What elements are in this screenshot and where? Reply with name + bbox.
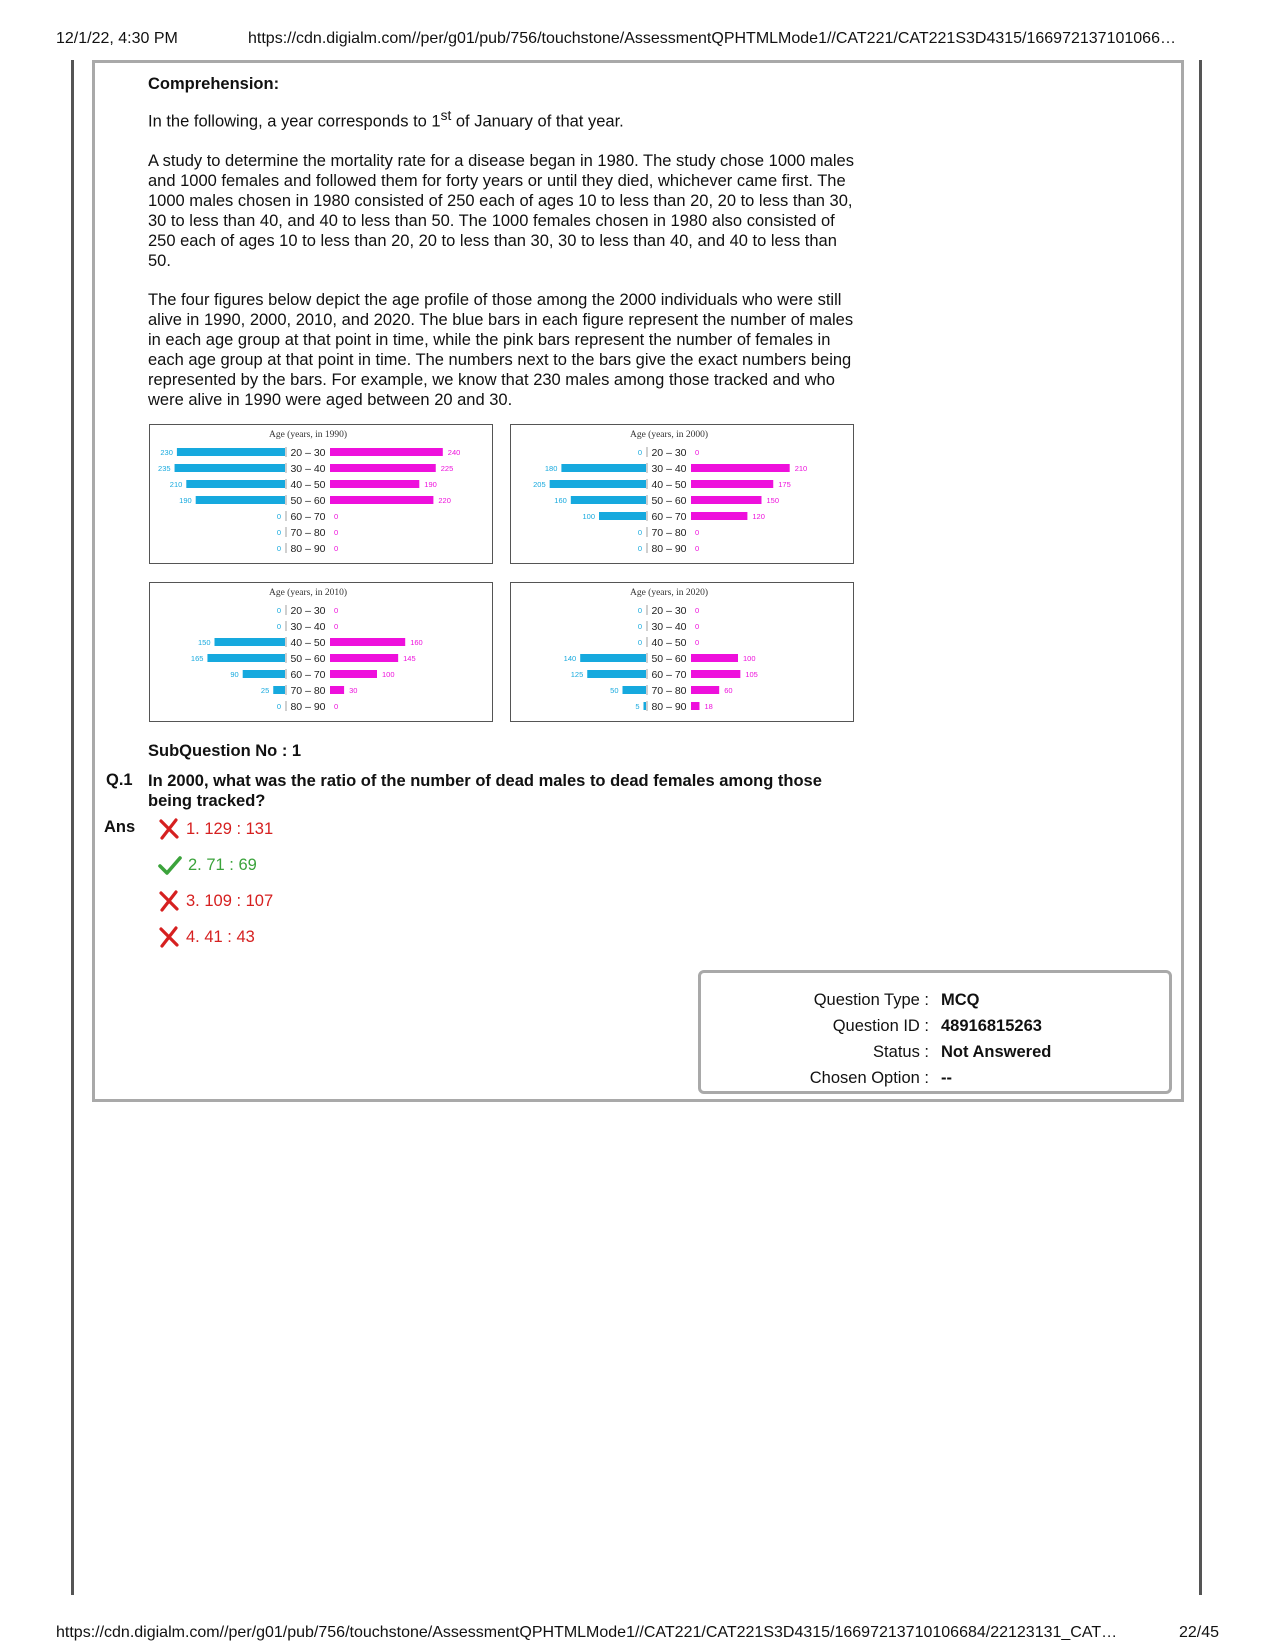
female-value-label: 225	[440, 464, 454, 473]
male-value-label: 0	[276, 702, 281, 711]
chart-2020-svg	[511, 583, 855, 723]
male-value-label: 100	[582, 512, 595, 521]
female-bar	[330, 480, 419, 488]
male-bar	[550, 480, 646, 488]
female-bar	[330, 686, 344, 694]
male-bar	[587, 670, 646, 678]
question-meta-box	[698, 970, 1172, 1094]
female-value-label: 160	[410, 638, 423, 647]
category-label: 30 – 40	[290, 463, 326, 475]
category-label: 70 – 80	[651, 685, 687, 697]
female-value-label: 145	[403, 654, 416, 663]
category-label: 20 – 30	[651, 605, 687, 617]
male-bar	[623, 686, 647, 694]
male-value-label: 230	[160, 448, 173, 457]
chart-2000	[510, 424, 854, 564]
female-value-label: 30	[349, 686, 358, 695]
category-label: 60 – 70	[651, 511, 687, 523]
male-bar	[177, 448, 285, 456]
female-value-label: 18	[704, 702, 713, 711]
category-label: 30 – 40	[290, 621, 326, 633]
male-bar	[599, 512, 646, 520]
male-value-label: 235	[158, 464, 171, 473]
category-label: 20 – 30	[290, 447, 326, 459]
male-value-label: 0	[637, 544, 642, 553]
comprehension-section	[148, 74, 860, 429]
female-bar	[330, 464, 436, 472]
chart-title: Age (years, in 2020)	[629, 588, 709, 598]
male-value-label: 50	[610, 686, 619, 695]
intro-superscript: st	[440, 108, 452, 123]
female-value-label: 0	[334, 544, 339, 553]
category-label: 50 – 60	[290, 653, 326, 665]
female-value-label: 0	[695, 606, 700, 615]
comprehension-paragraph-2: The four figures below depict the age profile of those among the 2000 individuals who were still alive in 1990, 2000, 2010, and 2020. The blue bars in each figure represent the number of males in each age group at that point in time, while the pink bars represent the number of females in each age group at that point in time. The numbers next to the bars give the exact numbers being represented by the bars. For example, we know that 230 males among those tracked and who were alive in 1990 were aged between 20 and 30.	[148, 290, 854, 409]
category-label: 30 – 40	[651, 463, 687, 475]
male-bar	[561, 464, 646, 472]
male-value-label: 25	[260, 686, 270, 695]
right-border-line	[1199, 60, 1202, 1595]
category-label: 60 – 70	[651, 669, 687, 681]
category-label: 80 – 90	[290, 701, 326, 713]
male-value-label: 0	[276, 606, 281, 615]
category-label: 70 – 80	[651, 527, 687, 539]
male-bar	[207, 654, 285, 662]
male-value-label: 0	[637, 448, 642, 457]
intro-text: In the following, a year corresponds to 1	[148, 112, 441, 131]
meta-status-value: Not Answered	[941, 1043, 1052, 1061]
female-value-label: 0	[334, 528, 339, 537]
header-url[interactable]: https://cdn.digialm.com//per/g01/pub/756/touchstone/AssessmentQPHTMLMode1//CAT221/CAT221S3D4315/166972137101066…	[248, 30, 1176, 47]
category-label: 50 – 60	[651, 653, 687, 665]
female-value-label: 0	[334, 512, 339, 521]
male-value-label: 125	[570, 670, 584, 679]
female-bar	[691, 654, 738, 662]
category-label: 80 – 90	[651, 543, 687, 555]
cross-icon	[158, 890, 180, 912]
male-value-label: 180	[544, 464, 558, 473]
cross-icon	[158, 926, 180, 948]
category-label: 70 – 80	[290, 527, 326, 539]
female-value-label: 150	[766, 496, 780, 505]
male-value-label: 165	[190, 654, 204, 663]
female-value-label: 60	[724, 686, 733, 695]
option-label: 1. 129 : 131	[186, 819, 274, 838]
chart-2010-svg	[150, 583, 494, 723]
male-bar	[571, 496, 646, 504]
female-value-label: 105	[745, 670, 758, 679]
category-label: 40 – 50	[290, 479, 326, 491]
female-bar	[330, 670, 377, 678]
category-label: 40 – 50	[651, 479, 687, 491]
male-value-label: 0	[637, 622, 642, 631]
subquestion-label: SubQuestion No : 1	[148, 742, 302, 760]
male-value-label: 150	[197, 638, 211, 647]
female-value-label: 100	[382, 670, 395, 679]
option-label: 4. 41 : 43	[186, 927, 255, 946]
chart-title: Age (years, in 1990)	[268, 430, 348, 440]
option-2[interactable]	[158, 854, 257, 876]
male-bar	[215, 638, 286, 646]
left-border-line	[71, 60, 74, 1595]
female-bar	[691, 670, 740, 678]
female-value-label: 0	[695, 638, 700, 647]
category-label: 80 – 90	[290, 543, 326, 555]
checkmark-icon	[158, 854, 182, 876]
female-value-label: 0	[695, 622, 700, 631]
meta-type-value: MCQ	[941, 991, 980, 1009]
category-label: 70 – 80	[290, 685, 326, 697]
female-bar	[330, 448, 443, 456]
female-bar	[691, 464, 790, 472]
male-value-label: 140	[563, 654, 577, 663]
female-bar	[691, 512, 747, 520]
female-value-label: 0	[334, 606, 339, 615]
male-value-label: 90	[230, 670, 239, 679]
category-label: 20 – 30	[651, 447, 687, 459]
cross-icon	[158, 818, 180, 840]
male-bar	[273, 686, 285, 694]
female-bar	[691, 686, 719, 694]
meta-chosen-value: --	[941, 1069, 952, 1087]
meta-chosen-label: Chosen Option :	[809, 1069, 929, 1087]
meta-id-value: 48916815263	[941, 1017, 1042, 1035]
male-bar	[644, 702, 647, 710]
female-value-label: 220	[438, 496, 451, 505]
male-bar	[580, 654, 646, 662]
category-label: 50 – 60	[651, 495, 687, 507]
category-label: 50 – 60	[290, 495, 326, 507]
category-label: 40 – 50	[651, 637, 687, 649]
meta-status-label: Status :	[873, 1043, 929, 1061]
female-value-label: 0	[334, 622, 339, 631]
print-datetime: 12/1/22, 4:30 PM	[56, 30, 178, 47]
category-label: 40 – 50	[290, 637, 326, 649]
female-value-label: 120	[752, 512, 765, 521]
female-value-label: 210	[794, 464, 808, 473]
category-label: 60 – 70	[290, 511, 326, 523]
category-label: 20 – 30	[290, 605, 326, 617]
comprehension-heading: Comprehension:	[148, 75, 280, 93]
chart-2000-svg	[511, 425, 855, 565]
male-value-label: 0	[637, 528, 642, 537]
female-bar	[691, 496, 762, 504]
male-value-label: 0	[637, 606, 642, 615]
option-3[interactable]	[158, 890, 273, 912]
footer-url[interactable]: https://cdn.digialm.com//per/g01/pub/756/touchstone/AssessmentQPHTMLMode1//CAT221/CAT221S3D4315/16697213710106684/22123131_CAT…	[56, 1624, 1118, 1641]
female-bar	[691, 702, 699, 710]
meta-id-label: Question ID :	[832, 1017, 929, 1035]
category-label: 60 – 70	[290, 669, 326, 681]
answer-label: Ans	[104, 818, 136, 836]
female-value-label: 0	[334, 702, 339, 711]
chart-2020	[510, 582, 854, 722]
male-bar	[243, 670, 285, 678]
female-value-label: 0	[695, 528, 700, 537]
male-value-label: 0	[637, 638, 642, 647]
chart-title: Age (years, in 2000)	[629, 430, 709, 440]
female-value-label: 100	[743, 654, 756, 663]
female-bar	[330, 638, 405, 646]
male-value-label: 205	[533, 480, 546, 489]
male-bar	[196, 496, 285, 504]
female-value-label: 0	[695, 448, 700, 457]
meta-type-label: Question Type :	[813, 991, 929, 1009]
male-value-label: 0	[276, 512, 281, 521]
option-1[interactable]	[158, 818, 273, 840]
female-bar	[330, 496, 433, 504]
male-bar	[186, 480, 285, 488]
male-value-label: 190	[179, 496, 192, 505]
option-label: 3. 109 : 107	[186, 891, 274, 910]
female-bar	[330, 654, 398, 662]
comprehension-intro	[148, 106, 860, 132]
question-text: In 2000, what was the ratio of the number of dead males to dead females among those being tracked?	[148, 772, 822, 810]
comprehension-paragraph-1: A study to determine the mortality rate for a disease began in 1980. The study chose 1000 males and 1000 females and followed them for forty years or until they died, whichever came first. The 1000 males chosen in 1980 consisted of 250 each of ages 10 to less than 20, 20 to less than 30, 30 to less than 40, and 40 to less than 50. The 1000 females chosen in 1980 also consisted of 250 each of ages 10 to less than 20, 20 to less than 30, 30 to less than 40, and 40 to less than 50.	[148, 151, 854, 270]
option-label: 2. 71 : 69	[188, 855, 257, 874]
female-bar	[691, 480, 773, 488]
male-value-label: 0	[276, 528, 281, 537]
question-number: Q.1	[106, 771, 133, 789]
male-value-label: 210	[169, 480, 183, 489]
male-value-label: 0	[276, 622, 281, 631]
male-value-label: 5	[635, 702, 640, 711]
female-value-label: 0	[695, 544, 700, 553]
male-value-label: 160	[554, 496, 567, 505]
chart-2010	[149, 582, 493, 722]
male-bar	[175, 464, 285, 472]
age-profile-charts	[149, 424, 855, 724]
page-number: 22/45	[1178, 1624, 1219, 1641]
chart-1990-svg	[150, 425, 494, 565]
chart-1990	[149, 424, 493, 564]
category-label: 80 – 90	[651, 701, 687, 713]
category-label: 30 – 40	[651, 621, 687, 633]
intro-text-end: of January of that year.	[451, 112, 624, 131]
chart-title: Age (years, in 2010)	[268, 588, 348, 598]
female-value-label: 190	[424, 480, 437, 489]
option-4[interactable]	[158, 926, 255, 948]
female-value-label: 175	[778, 480, 791, 489]
female-value-label: 240	[447, 448, 461, 457]
male-value-label: 0	[276, 544, 281, 553]
